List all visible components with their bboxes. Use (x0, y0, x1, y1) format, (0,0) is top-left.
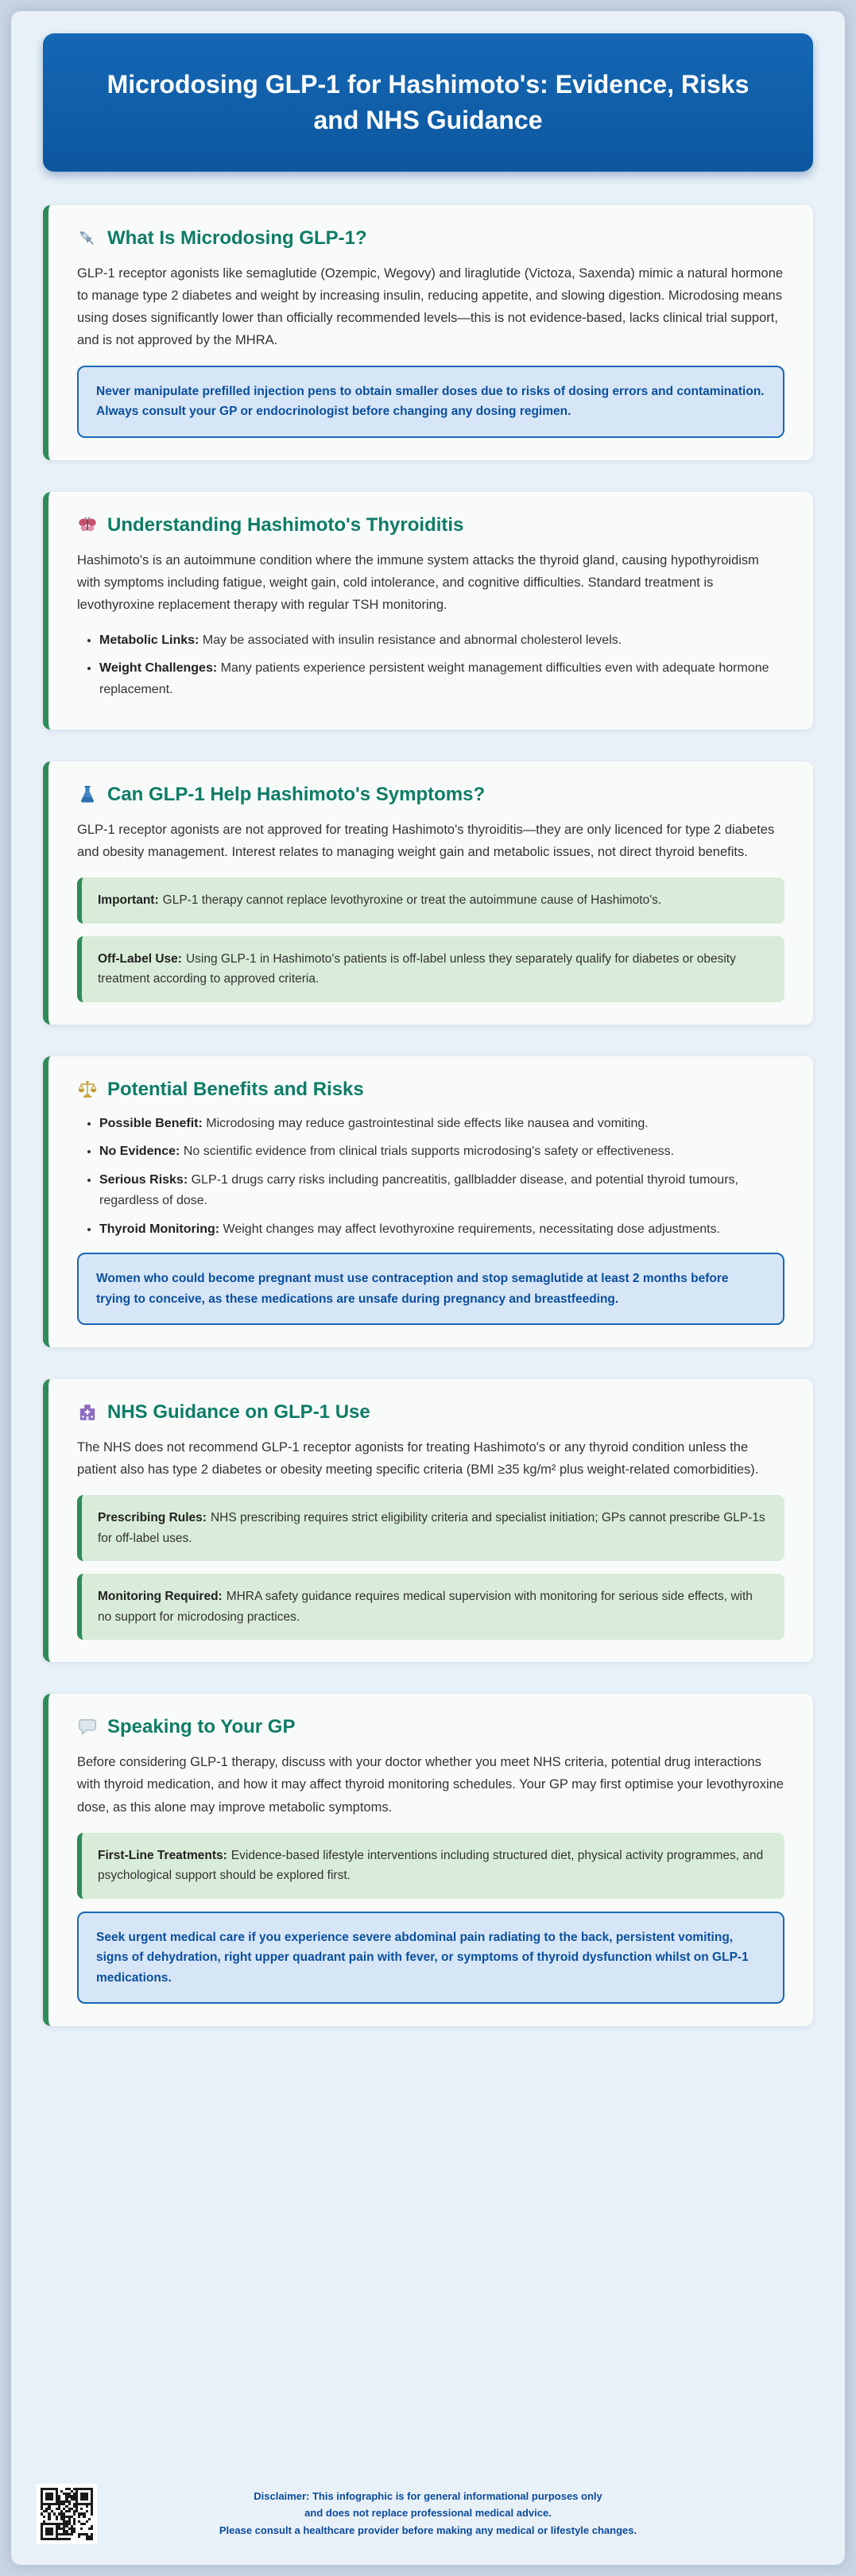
disclaimer-note: Please consult a healthcare provider before making any medical or lifestyle changes. (219, 2524, 637, 2536)
bullet-item (99, 630, 784, 651)
bullet-label: Metabolic Links: (99, 633, 199, 648)
section-heading-text: What Is Microdosing GLP-1? (107, 227, 367, 249)
section-what-is-microdosing (43, 205, 813, 460)
note-callout (77, 1574, 784, 1640)
page-header (43, 33, 813, 172)
flask-icon (77, 784, 98, 805)
disclaimer-intro: This infographic is for general informational purposes only and does not replace professional medical advice. (304, 2490, 602, 2519)
note-callout (77, 1495, 784, 1561)
note-text: GLP-1 therapy cannot replace levothyroxine or treat the autoimmune cause of Hashimoto's. (162, 893, 662, 908)
section-heading-text: Can GLP-1 Help Hashimoto's Symptoms? (107, 784, 486, 806)
warning-callout (77, 1253, 784, 1325)
section-body: Before considering GLP-1 therapy, discuss with your doctor whether you meet NHS criteria, potential drug interactions with thyroid medication, and how it may affect thyroid monitoring schedules. Your GP may first optimise your levothyroxine dose, as this alone may improve metabolic symptoms. (77, 1755, 784, 1815)
section-benefits-risks (43, 1056, 813, 1347)
note-callout (77, 936, 784, 1002)
qr-code (37, 2484, 97, 2544)
note-label: First-Line Treatments: (98, 1848, 227, 1862)
disclaimer (43, 2484, 813, 2539)
hospital-icon (77, 1402, 98, 1423)
note-text: MHRA safety guidance requires medical supervision with monitoring for serious side effects, with no support for microdosing practices. (98, 1590, 753, 1624)
speech-bubble-icon (77, 1717, 98, 1737)
note-text: NHS prescribing requires strict eligibility criteria and specialist initiation; GPs cannot prescribe GLP-1s for off-label uses. (98, 1511, 765, 1545)
section-heading (77, 784, 784, 806)
section-heading (77, 227, 784, 250)
bullet-item (99, 1114, 784, 1134)
section-body: GLP-1 receptor agonists like semaglutide (Ozempic, Wegovy) and liraglutide (Victoza, Saxenda) mimic a natural hormone to manage type 2 diabetes and weight by increasing insulin, reducing appetite, and slowing digestion. Microdosing means using doses significantly lower than officially recommended levels—this is not evidence-based, lacks clinical trial support, and is not approved by the MHRA. (77, 265, 784, 347)
note-label: Prescribing Rules: (98, 1511, 207, 1525)
page-footer (43, 2477, 813, 2544)
bullet-label: Weight Challenges: (99, 661, 218, 676)
bullet-text: Many patients experience persistent weight management difficulties even with adequate hormone replacement. (99, 661, 769, 696)
bullet-text: GLP-1 drugs carry risks including pancreatitis, gallbladder disease, and potential thyroid tumours, regardless of dose. (99, 1172, 738, 1208)
note-text: Evidence-based lifestyle interventions including structured diet, physical activity programmes, and psychological support should be explored first. (98, 1848, 764, 1883)
section-heading-text: NHS Guidance on GLP-1 Use (107, 1401, 370, 1424)
page-title: Microdosing GLP-1 for Hashimoto's: Evidence, Risks and NHS Guidance (107, 70, 749, 134)
bullet-text: Weight changes may affect levothyroxine requirements, necessitating dose adjustments. (223, 1222, 721, 1236)
section-heading-text: Speaking to Your GP (107, 1716, 296, 1738)
note-label: Important: (98, 893, 159, 908)
note-label: Monitoring Required: (98, 1590, 223, 1604)
bullet-item (99, 658, 784, 700)
butterfly-icon (77, 515, 98, 536)
disclaimer-main (254, 2489, 603, 2522)
warning-callout (77, 1912, 784, 2005)
bullet-label: Thyroid Monitoring: (99, 1222, 220, 1236)
warning-text: Seek urgent medical care if you experience severe abdominal pain radiating to the back, persistent vomiting, signs of dehydration, right upper quadrant pain with fever, or symptoms of thyroid dysfunction whilst on GLP-1 medications. (96, 1930, 749, 1985)
bullet-list (82, 630, 784, 700)
section-speaking-to-gp (43, 1694, 813, 2026)
section-heading-text: Understanding Hashimoto's Thyroiditis (107, 513, 464, 536)
section-heading-text: Potential Benefits and Risks (107, 1079, 364, 1100)
bullet-text: Microdosing may reduce gastrointestinal side effects like nausea and vomiting. (206, 1117, 649, 1130)
bullet-item (99, 1141, 784, 1162)
section-understanding-hashimotos (43, 492, 813, 730)
section-heading (77, 1716, 784, 1738)
warning-text: Never manipulate prefilled injection pens to obtain smaller doses due to risks of dosing errors and contamination. Always consult your GP or endocrinologist before changing any dosing regimen. (96, 384, 765, 419)
bullet-label: Serious Risks: (99, 1172, 188, 1187)
section-heading (77, 514, 784, 537)
bullet-item (99, 1219, 784, 1240)
section-heading (77, 1401, 784, 1424)
scales-icon (77, 1079, 98, 1100)
bullet-item (99, 1170, 784, 1212)
warning-callout (77, 366, 784, 438)
bullet-label: No Evidence: (99, 1145, 180, 1159)
warning-text: Women who could become pregnant must use contraception and stop semaglutide at least 2 months before trying to conceive, as these medications are unsafe during pregnancy and breastfeeding. (96, 1271, 729, 1306)
disclaimer-label: Disclaimer: (254, 2490, 310, 2502)
note-callout (77, 1833, 784, 1899)
bullet-list (82, 1114, 784, 1240)
infographic-sheet (11, 11, 845, 2565)
syringe-icon (77, 228, 98, 249)
bullet-label: Possible Benefit: (99, 1117, 203, 1130)
section-body: The NHS does not recommend GLP-1 receptor agonists for treating Hashimoto's or any thyroid condition unless the patient also has type 2 diabetes or obesity meeting specific criteria (BMI ≥35 kg/m² plus weight-related comorbidities). (77, 1440, 759, 1478)
note-text: Using GLP-1 in Hashimoto's patients is off-label unless they separately qualify for diabetes or obesity treatment according to approved criteria. (98, 951, 736, 986)
bullet-text: May be associated with insulin resistance and abnormal cholesterol levels. (202, 633, 622, 648)
bullet-text: No scientific evidence from clinical trials supports microdosing's safety or effectiveness. (183, 1145, 675, 1159)
note-label: Off-Label Use: (98, 951, 182, 966)
section-can-glp1-help (43, 761, 813, 1025)
section-body: GLP-1 receptor agonists are not approved for treating Hashimoto's thyroiditis—they are only licenced for type 2 diabetes and obesity management. Interest relates to managing weight gain and metabolic issues, not direct thyroid benefits. (77, 823, 775, 860)
section-nhs-guidance (43, 1379, 813, 1662)
section-heading (77, 1079, 784, 1101)
section-body: Hashimoto's is an autoimmune condition where the immune system attacks the thyroid gland, causing hypothyroidism with symptoms including fatigue, weight gain, cold intolerance, and cognitive difficulties. Standard treatment is levothyroxine replacement therapy with regular TSH monitoring. (77, 552, 759, 612)
note-callout (77, 877, 784, 924)
